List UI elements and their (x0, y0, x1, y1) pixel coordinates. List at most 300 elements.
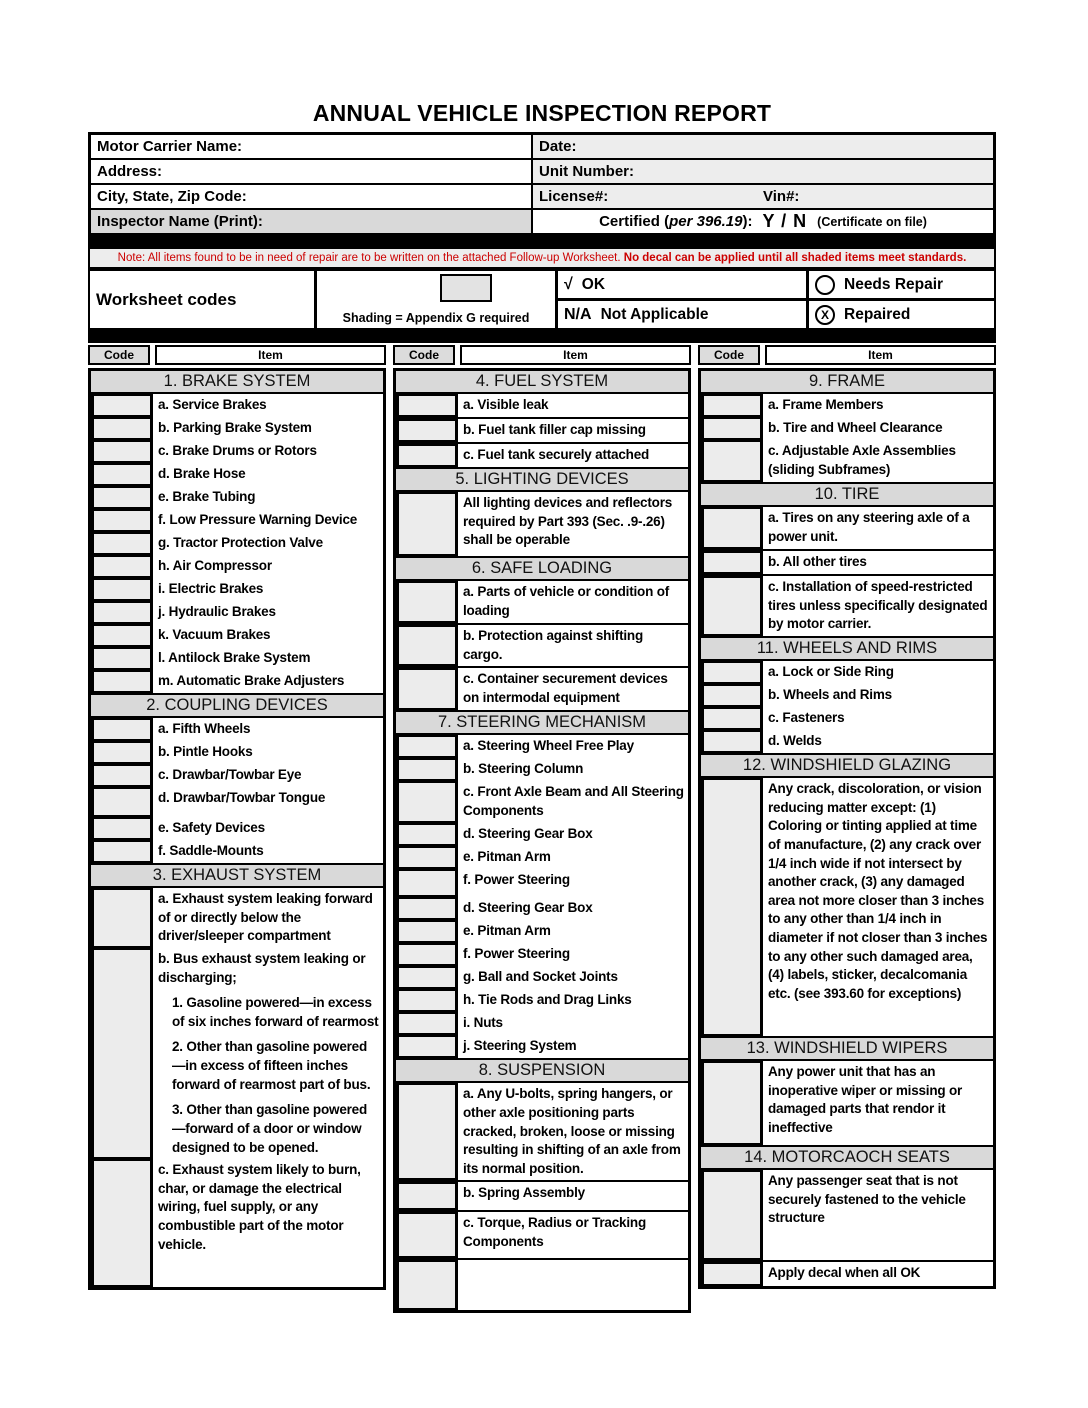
code-cell-slot (396, 966, 458, 989)
section-tire (701, 482, 993, 636)
code-entry-cell[interactable] (399, 1214, 455, 1256)
code-entry-cell[interactable] (94, 603, 150, 622)
item-label: c. Installation of speed-restricted tires unless specifically designated by motor carrier. (763, 576, 993, 636)
code-entry-cell[interactable] (94, 819, 150, 838)
code-cell-slot (701, 661, 763, 684)
code-cell-slot (701, 684, 763, 707)
item-label: b. Tire and Wheel Clearance (763, 417, 993, 440)
code-entry-cell[interactable] (704, 1264, 760, 1284)
legend-not-applicable: N/A Not Applicable (558, 301, 806, 328)
certificate-on-file-note: (Certificate on file) (817, 214, 927, 229)
code-cell-slot (91, 840, 153, 863)
code-entry-cell[interactable] (399, 1184, 455, 1208)
section-windshield-wipers (701, 1036, 993, 1145)
item-row (396, 1035, 688, 1058)
code-cell-slot (91, 1159, 153, 1287)
code-entry-cell[interactable] (704, 780, 760, 1034)
section-suspension (396, 1058, 688, 1310)
code-entry-cell[interactable] (704, 509, 760, 547)
item-row (91, 578, 383, 601)
code-entry-cell[interactable] (704, 1172, 760, 1258)
item-label: Any passenger seat that is not securely fastened to the vehicle structure (763, 1170, 993, 1260)
code-entry-cell[interactable] (399, 1085, 455, 1178)
item-row (91, 440, 383, 463)
code-cell-slot (91, 601, 153, 624)
certified-label: Certified (per 396.19): (599, 213, 753, 230)
code-cell-slot (396, 735, 458, 758)
item-row (396, 869, 688, 897)
code-cell-slot (701, 730, 763, 753)
code-column-header: Code (88, 345, 150, 365)
code-cell-slot (701, 1262, 763, 1286)
code-cell-slot (91, 764, 153, 787)
code-cell-slot (396, 823, 458, 846)
inspection-column (88, 368, 386, 1290)
code-entry-cell[interactable] (704, 686, 760, 705)
item-row (396, 735, 688, 758)
section-header-steering-mechanism: 7. STEERING MECHANISM (396, 710, 688, 735)
vin-field[interactable]: Vin#: (763, 188, 800, 205)
item-label: c. Container securement devices on intermodal equipment (458, 668, 688, 710)
item-row (91, 624, 383, 647)
code-entry-cell[interactable] (399, 783, 455, 821)
item-row (91, 532, 383, 555)
code-cell-slot (701, 551, 763, 574)
license-vin-field[interactable] (533, 185, 993, 208)
code-cell-slot (91, 741, 153, 764)
code-cell-slot (91, 670, 153, 693)
item-row (701, 1262, 993, 1286)
code-cell-slot (701, 440, 763, 482)
item-label: Apply decal when all OK (763, 1262, 993, 1286)
item-label: b. All other tires (763, 551, 993, 574)
code-entry-cell[interactable] (399, 1014, 455, 1033)
item-row (91, 718, 383, 741)
item-row (701, 1170, 993, 1262)
code-entry-cell[interactable] (399, 991, 455, 1010)
code-entry-cell[interactable] (704, 1063, 760, 1143)
item-row (91, 817, 383, 840)
code-entry-cell[interactable] (94, 511, 150, 530)
code-entry-cell[interactable] (399, 446, 455, 465)
item-row (396, 419, 688, 444)
item-row (396, 1212, 688, 1260)
item-row (91, 948, 383, 1159)
item-row (396, 846, 688, 869)
code-entry-cell[interactable] (94, 488, 150, 507)
code-entry-cell[interactable] (704, 553, 760, 572)
code-entry-cell[interactable] (704, 396, 760, 415)
item-row (396, 394, 688, 419)
item-row (396, 1083, 688, 1182)
code-entry-cell[interactable] (94, 1161, 150, 1285)
section-header-motorcoach-seats: 14. MOTORCAOCH SEATS (701, 1145, 993, 1170)
item-label: a. Frame Members (763, 394, 993, 417)
code-cell-slot (396, 625, 458, 666)
code-cell-slot (91, 948, 153, 1159)
item-row (701, 707, 993, 730)
item-label: c. Exhaust system likely to burn, char, or damage the electrical wiring, fuel supply, or any combustible part of the motor vehicle. (153, 1159, 383, 1287)
code-cell-slot (396, 1260, 458, 1310)
code-cell-slot (701, 707, 763, 730)
code-entry-cell[interactable] (399, 1037, 455, 1056)
code-entry-cell[interactable] (94, 766, 150, 785)
item-label: c. Drawbar/Towbar Eye (153, 764, 383, 787)
item-row (91, 601, 383, 624)
inspection-column (393, 368, 691, 1313)
inspector-name-field[interactable]: Inspector Name (Print): (91, 210, 531, 233)
code-cell-slot (91, 647, 153, 670)
item-row (91, 741, 383, 764)
item-label: a. Visible leak (458, 394, 688, 417)
code-entry-cell[interactable] (94, 950, 150, 1157)
code-cell-slot (396, 668, 458, 710)
item-label: f. Low Pressure Warning Device (153, 509, 383, 532)
divider-bar-top (88, 236, 996, 249)
motor-carrier-name-field[interactable]: Motor Carrier Name: (91, 135, 531, 158)
code-entry-cell[interactable] (704, 732, 760, 751)
item-label: a. Tires on any steering axle of a power unit. (763, 507, 993, 549)
item-row (396, 1182, 688, 1212)
code-entry-cell[interactable] (704, 709, 760, 728)
city-state-zip-field[interactable]: City, State, Zip Code: (91, 185, 531, 208)
code-cell-slot (396, 920, 458, 943)
item-row (91, 555, 383, 578)
item-row (396, 823, 688, 846)
section-header-lighting-devices: 5. LIGHTING DEVICES (396, 467, 688, 492)
code-entry-cell[interactable] (94, 842, 150, 861)
worksheet-codes-label: Worksheet codes (90, 271, 314, 328)
code-cell-slot (91, 440, 153, 463)
legend-repaired: X Repaired (809, 301, 994, 328)
section-windshield-glazing (701, 753, 993, 1036)
item-label: a. Any U-bolts, spring hangers, or other axle positioning parts cracked, broken, loose or missing resulting in shifting of an axle from its normal position. (458, 1083, 688, 1180)
section-motorcoach-seats (701, 1145, 993, 1286)
item-row (701, 507, 993, 551)
section-header-frame: 9. FRAME (701, 371, 993, 394)
legend-needs-repair: Needs Repair (809, 271, 994, 298)
item-row (396, 444, 688, 467)
item-label: b. Parking Brake System (153, 417, 383, 440)
section-header-safe-loading: 6. SAFE LOADING (396, 556, 688, 581)
item-label: e. Pitman Arm (458, 846, 688, 869)
item-label: a. Steering Wheel Free Play (458, 735, 688, 758)
code-entry-cell[interactable] (399, 760, 455, 779)
code-cell-slot (91, 486, 153, 509)
code-entry-cell[interactable] (94, 442, 150, 461)
code-cell-slot (91, 394, 153, 417)
item-label: a. Service Brakes (153, 394, 383, 417)
code-entry-cell[interactable] (399, 848, 455, 867)
section-header-suspension: 8. SUSPENSION (396, 1058, 688, 1083)
section-lighting-devices (396, 467, 688, 556)
section-header-tire: 10. TIRE (701, 482, 993, 507)
code-cell-slot (396, 444, 458, 467)
code-cell-slot (396, 943, 458, 966)
code-entry-cell[interactable] (94, 890, 150, 946)
code-cell-slot (701, 576, 763, 636)
item-label: b. Wheels and Rims (763, 684, 993, 707)
column-headers (88, 345, 996, 365)
item-row (701, 661, 993, 684)
item-label: f. Power Steering (458, 943, 688, 966)
item-row (91, 670, 383, 693)
item-label: f. Saddle-Mounts (153, 840, 383, 863)
item-row (701, 1061, 993, 1145)
item-row (396, 581, 688, 625)
code-cell-slot (91, 509, 153, 532)
na-symbol: N/A (564, 305, 592, 323)
item-row (701, 730, 993, 753)
code-cell-slot (701, 507, 763, 549)
item-label: b. Fuel tank filler cap missing (458, 419, 688, 442)
inspection-column (698, 368, 996, 1289)
item-label: h. Tie Rods and Drag Links (458, 989, 688, 1012)
code-column-header: Code (698, 345, 760, 365)
item-sub-label: 3. Other than gasoline powered—forward of a door or window designed to be opened. (172, 1102, 368, 1155)
item-row (396, 920, 688, 943)
section-header-wheels-and-rims: 11. WHEELS AND RIMS (701, 636, 993, 661)
section-brake-system (91, 371, 383, 693)
code-cell-slot (701, 778, 763, 1036)
section-header-windshield-wipers: 13. WINDSHIELD WIPERS (701, 1036, 993, 1061)
item-row (701, 417, 993, 440)
code-cell-slot (701, 394, 763, 417)
code-cell-slot (396, 1182, 458, 1210)
item-row (396, 966, 688, 989)
item-column-header: Item (155, 345, 386, 365)
inspection-items-grid (88, 368, 996, 1313)
license-field[interactable]: License#: (539, 188, 609, 205)
item-row (701, 576, 993, 636)
item-label: Any crack, discoloration, or vision reducing matter except: (1) Coloring or tinting applied at time of manufacture, (2) any crack over 1/4 inch wide if not intersect by another crack, (3) any damaged area not more closer than 3 inches to any other than 1/4 inch in diameter if not closer than 3 inches to any other such damaged area, (4) labels, sticker, decalcomania etc. (see 393.60 for exceptions) (763, 778, 993, 1036)
code-cell-slot (91, 417, 153, 440)
item-label: c. Fasteners (763, 707, 993, 730)
carrier-info-table (88, 132, 996, 236)
address-field[interactable]: Address: (91, 160, 531, 183)
code-entry-cell[interactable] (399, 494, 455, 554)
item-label: g. Tractor Protection Valve (153, 532, 383, 555)
code-entry-cell[interactable] (94, 743, 150, 762)
item-label: c. Torque, Radius or Tracking Components (458, 1212, 688, 1258)
code-cell-slot (91, 532, 153, 555)
item-row (701, 551, 993, 576)
item-row (396, 781, 688, 823)
item-row (396, 1260, 688, 1310)
code-entry-cell[interactable] (94, 672, 150, 691)
item-row (396, 1012, 688, 1035)
code-cell-slot (701, 1061, 763, 1145)
code-cell-slot (91, 817, 153, 840)
code-cell-slot (396, 1012, 458, 1035)
item-label: d. Brake Hose (153, 463, 383, 486)
legend-shading: Shading = Appendix G required (317, 271, 555, 328)
code-cell-slot (396, 394, 458, 417)
legend-ok: √ OK (558, 271, 806, 298)
item-label (458, 1260, 688, 1310)
code-cell-slot (701, 417, 763, 440)
section-safe-loading (396, 556, 688, 710)
code-entry-cell[interactable] (94, 649, 150, 668)
code-cell-slot (396, 1212, 458, 1258)
code-entry-cell[interactable] (94, 626, 150, 645)
item-label: b. Pintle Hooks (153, 741, 383, 764)
item-label: a. Lock or Side Ring (763, 661, 993, 684)
item-label: d. Steering Gear Box (458, 897, 688, 920)
section-header-brake-system: 1. BRAKE SYSTEM (91, 371, 383, 394)
code-entry-cell[interactable] (399, 396, 455, 415)
item-label: b. Steering Column (458, 758, 688, 781)
form-content (88, 100, 996, 1313)
section-frame (701, 371, 993, 482)
code-entry-cell[interactable] (399, 670, 455, 708)
item-label: e. Safety Devices (153, 817, 383, 840)
page-title: ANNUAL VEHICLE INSPECTION REPORT (312, 100, 772, 126)
code-entry-cell[interactable] (399, 871, 455, 895)
item-label: d. Welds (763, 730, 993, 753)
item-row (91, 647, 383, 670)
item-label: c. Fuel tank securely attached (458, 444, 688, 467)
item-sub-label: 1. Gasoline powered—in excess of six inches forward of rearmost (172, 995, 379, 1029)
circle-icon (815, 275, 835, 295)
item-row (396, 943, 688, 966)
item-row (91, 394, 383, 417)
item-row (396, 758, 688, 781)
code-cell-slot (701, 1170, 763, 1260)
code-cell-slot (396, 492, 458, 556)
section-coupling-devices (91, 693, 383, 863)
item-label: a. Parts of vehicle or condition of loading (458, 581, 688, 623)
code-entry-cell[interactable] (94, 534, 150, 553)
item-label: d. Steering Gear Box (458, 823, 688, 846)
item-sub-label: 2. Other than gasoline powered—in excess of fifteen inches forward of rearmost part of bus. (172, 1039, 371, 1092)
item-row (396, 625, 688, 668)
item-row (701, 440, 993, 482)
code-entry-cell[interactable] (399, 945, 455, 964)
code-cell-slot (396, 869, 458, 897)
worksheet-codes-legend (88, 269, 996, 330)
code-entry-cell[interactable] (399, 627, 455, 664)
code-cell-slot (91, 578, 153, 601)
code-entry-cell[interactable] (399, 421, 455, 440)
item-label: j. Steering System (458, 1035, 688, 1058)
item-label: b. Protection against shifting cargo. (458, 625, 688, 666)
item-label: h. Air Compressor (153, 555, 383, 578)
item-row (91, 509, 383, 532)
item-row (396, 989, 688, 1012)
item-label: Any power unit that has an inoperative wiper or missing or damaged parts that rendor it ineffective (763, 1061, 993, 1145)
code-entry-cell[interactable] (399, 825, 455, 844)
item-label: d. Drawbar/Towbar Tongue (153, 787, 383, 817)
code-entry-cell[interactable] (704, 419, 760, 438)
section-header-fuel-system: 4. FUEL SYSTEM (396, 371, 688, 394)
certified-yn-choice[interactable]: Y / N (762, 211, 808, 231)
item-label: b. Bus exhaust system leaking or discharging; 1. Gasoline powered—in excess of six inches forward of rearmost 2. Other than gasoline powered—in excess of fifteen inches forward of rearmost part of bus. 3. Other than gasoline powered—forward of a door or window designed to be opened. (153, 948, 383, 1159)
code-entry-cell[interactable] (94, 720, 150, 739)
section-header-exhaust-system: 3. EXHAUST SYSTEM (91, 863, 383, 888)
item-row (91, 888, 383, 948)
circled-x-icon: X (815, 305, 835, 325)
unit-number-field[interactable]: Unit Number: (533, 160, 993, 183)
item-row (91, 1159, 383, 1287)
section-header-windshield-glazing: 12. WINDSHIELD GLAZING (701, 753, 993, 778)
code-entry-cell[interactable] (704, 663, 760, 682)
item-label: c. Adjustable Axle Assemblies (sliding Subframes) (763, 440, 993, 482)
item-row (701, 778, 993, 1036)
code-entry-cell[interactable] (94, 580, 150, 599)
item-label: m. Automatic Brake Adjusters (153, 670, 383, 693)
item-row (91, 787, 383, 817)
item-column-header: Item (765, 345, 996, 365)
code-cell-slot (91, 463, 153, 486)
item-label: a. Fifth Wheels (153, 718, 383, 741)
code-entry-cell[interactable] (399, 922, 455, 941)
code-column-header: Code (393, 345, 455, 365)
section-header-coupling-devices: 2. COUPLING DEVICES (91, 693, 383, 718)
code-cell-slot (91, 787, 153, 817)
divider-bar-mid (88, 330, 996, 343)
section-wheels-and-rims (701, 636, 993, 753)
item-row (701, 394, 993, 417)
item-label: c. Brake Drums or Rotors (153, 440, 383, 463)
repair-note: Note: All items found to be in need of repair are to be written on the attached Follow-up Worksheet. No decal can be applied until all shaded items meet standards. (88, 249, 996, 269)
code-entry-cell[interactable] (399, 968, 455, 987)
code-cell-slot (396, 989, 458, 1012)
code-entry-cell[interactable] (704, 442, 760, 480)
section-steering-mechanism (396, 710, 688, 1058)
shading-sample-box (440, 274, 492, 302)
code-entry-cell[interactable] (94, 396, 150, 415)
item-label: j. Hydraulic Brakes (153, 601, 383, 624)
item-label: e. Pitman Arm (458, 920, 688, 943)
code-cell-slot (396, 419, 458, 442)
item-label: i. Nuts (458, 1012, 688, 1035)
code-cell-slot (396, 1083, 458, 1180)
item-row (91, 486, 383, 509)
code-entry-cell[interactable] (94, 557, 150, 576)
item-row (396, 897, 688, 920)
item-row (91, 840, 383, 863)
code-entry-cell[interactable] (704, 578, 760, 634)
code-cell-slot (396, 897, 458, 920)
item-row (701, 684, 993, 707)
code-entry-cell[interactable] (399, 737, 455, 756)
item-label: All lighting devices and reflectors required by Part 393 (Sec. .9-.26) shall be operable (458, 492, 688, 556)
code-entry-cell[interactable] (94, 465, 150, 484)
date-field[interactable]: Date: (533, 135, 993, 158)
code-entry-cell[interactable] (399, 899, 455, 918)
item-label: a. Exhaust system leaking forward of or directly below the driver/sleeper compartment (153, 888, 383, 948)
item-label: b. Spring Assembly (458, 1182, 688, 1210)
item-label: i. Electric Brakes (153, 578, 383, 601)
item-row (91, 463, 383, 486)
code-entry-cell[interactable] (399, 1262, 455, 1308)
item-label: l. Antilock Brake System (153, 647, 383, 670)
code-cell-slot (396, 581, 458, 623)
code-cell-slot (91, 555, 153, 578)
code-entry-cell[interactable] (94, 419, 150, 438)
item-label: f. Power Steering (458, 869, 688, 897)
section-exhaust-system (91, 863, 383, 1287)
code-cell-slot (91, 718, 153, 741)
code-cell-slot (396, 781, 458, 823)
item-label: k. Vacuum Brakes (153, 624, 383, 647)
certified-field (533, 210, 993, 233)
item-label: e. Brake Tubing (153, 486, 383, 509)
code-entry-cell[interactable] (399, 583, 455, 621)
item-row (396, 492, 688, 556)
code-entry-cell[interactable] (94, 789, 150, 815)
